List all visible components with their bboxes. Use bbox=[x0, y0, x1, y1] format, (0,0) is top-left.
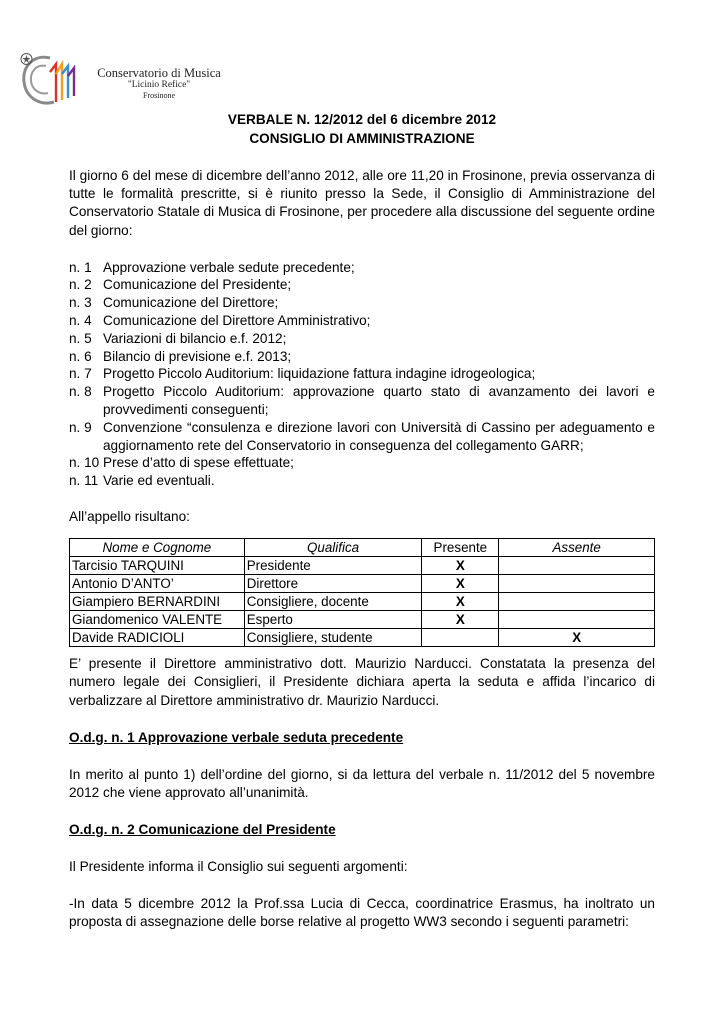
table-row bbox=[70, 592, 655, 610]
conservatorio-logo bbox=[20, 44, 221, 110]
table-row bbox=[70, 628, 655, 646]
agenda-item bbox=[69, 312, 655, 330]
logo-city: Frosinone bbox=[143, 91, 175, 101]
odg2-intro: Il Presidente informa il Consiglio sui seguenti argomenti: bbox=[69, 858, 408, 874]
absent-mark bbox=[499, 592, 655, 610]
table-header-row bbox=[70, 538, 655, 556]
absent-mark bbox=[499, 574, 655, 592]
logo-name: Conservatorio di Musica bbox=[97, 66, 221, 80]
agenda-number: n. 3 bbox=[69, 295, 92, 311]
absent-mark bbox=[499, 556, 655, 574]
agenda-item bbox=[69, 383, 655, 419]
agenda-item bbox=[69, 365, 655, 383]
member-name: Davide RADICIOLI bbox=[70, 628, 245, 646]
attendance-table bbox=[69, 538, 655, 647]
agenda-text: Varie ed eventuali. bbox=[103, 473, 215, 489]
agenda-list bbox=[69, 259, 655, 490]
odg1-paragraph: In merito al punto 1) dell’ordine del giorno, si da lettura del verbale n. 11/2012 del 5 novembre 2012 che viene approvato all’unanimità. bbox=[69, 766, 655, 801]
member-role: Presidente bbox=[244, 556, 422, 574]
agenda-text: Comunicazione del Direttore Amministrativo; bbox=[103, 313, 371, 329]
agenda-item bbox=[69, 472, 655, 490]
agenda-text: Comunicazione del Direttore; bbox=[103, 295, 279, 311]
agenda-number: n. 11 bbox=[69, 473, 99, 489]
table-row bbox=[70, 610, 655, 628]
agenda-item bbox=[69, 348, 655, 366]
member-role: Esperto bbox=[244, 610, 422, 628]
absent-mark bbox=[499, 610, 655, 628]
intro-paragraph: Il giorno 6 del mese di dicembre dell’anno 2012, alle ore 11,20 in Frosinone, previa osservanza di tutte le formalità prescritte, si è riunito presso la Sede, il Consiglio di Amministrazione del Conservatorio Statale di Musica di Frosinone, per procedere alla discussione del seguente ordine del giorno: bbox=[69, 167, 655, 238]
present-mark: X bbox=[422, 574, 499, 592]
agenda-text: Convenzione “consulenza e direzione lavori con Università di Cassino per adeguamento e aggiornamento rete del Conservatorio in conseguenza del collegamento GARR; bbox=[103, 419, 655, 453]
agenda-number: n. 4 bbox=[69, 313, 92, 329]
republic-emblem-icon bbox=[20, 52, 33, 66]
agenda-text: Comunicazione del Presidente; bbox=[103, 277, 292, 293]
document-subtitle: CONSIGLIO DI AMMINISTRAZIONE bbox=[249, 130, 475, 146]
logo-subtitle: "Licinio Refice" bbox=[127, 80, 191, 91]
document-body bbox=[69, 111, 655, 932]
member-name: Giampiero BERNARDINI bbox=[70, 592, 245, 610]
agenda-number: n. 5 bbox=[69, 330, 92, 346]
odg1-heading: O.d.g. n. 1 Approvazione verbale seduta precedente bbox=[69, 729, 404, 745]
agenda-item bbox=[69, 276, 655, 294]
agenda-number: n. 8 bbox=[69, 384, 92, 400]
presence-paragraph: E’ presente il Direttore amministrativo dott. Maurizio Narducci. Constatata la presenza del numero legale dei Consiglieri, il Presidente dichiara aperta la seduta e affida l’incarico di verbalizzare al Direttore amministrativo dr. Maurizio Narducci. bbox=[69, 655, 655, 708]
agenda-text: Approvazione verbale sedute precedente; bbox=[103, 259, 355, 275]
table-row bbox=[70, 556, 655, 574]
agenda-item bbox=[69, 419, 655, 455]
agenda-text: Progetto Piccolo Auditorium: liquidazione fattura indagine idrogeologica; bbox=[103, 366, 536, 382]
agenda-text: Variazioni di bilancio e.f. 2012; bbox=[103, 330, 287, 346]
column-header-role: Qualifica bbox=[244, 538, 422, 556]
agenda-text: Progetto Piccolo Auditorium: approvazione quarto stato di avanzamento dei lavori e provvedimenti conseguenti; bbox=[103, 384, 655, 417]
member-role: Consigliere, studente bbox=[244, 628, 422, 646]
member-name: Antonio D’ANTO’ bbox=[70, 574, 245, 592]
agenda-number: n. 1 bbox=[69, 259, 92, 275]
agenda-number: n. 10 bbox=[69, 455, 100, 471]
agenda-item bbox=[69, 330, 655, 348]
present-mark: X bbox=[422, 592, 499, 610]
column-header-absent: Assente bbox=[499, 538, 655, 556]
member-role: Direttore bbox=[244, 574, 422, 592]
member-name: Tarcisio TARQUINI bbox=[70, 556, 245, 574]
absent-mark: X bbox=[499, 628, 655, 646]
agenda-item bbox=[69, 294, 655, 312]
present-mark: X bbox=[422, 610, 499, 628]
table-row bbox=[70, 574, 655, 592]
agenda-number: n. 7 bbox=[69, 366, 92, 382]
agenda-number: n. 9 bbox=[69, 419, 92, 435]
agenda-text: Bilancio di previsione e.f. 2013; bbox=[103, 348, 292, 364]
agenda-item bbox=[69, 454, 655, 472]
member-name: Giandomenico VALENTE bbox=[70, 610, 245, 628]
column-header-present: Presente bbox=[422, 538, 499, 556]
odg2-item: -In data 5 dicembre 2012 la Prof.ssa Lucia di Cecca, coordinatrice Erasmus, ha inoltrato un proposta di assegnazione delle borse relative al progetto WW3 secondo i seguenti parametri: bbox=[69, 895, 655, 930]
column-header-name: Nome e Cognome bbox=[70, 538, 245, 556]
member-role: Consigliere, docente bbox=[244, 592, 422, 610]
agenda-number: n. 2 bbox=[69, 277, 92, 293]
present-mark bbox=[422, 628, 499, 646]
appello-text: All’appello risultano: bbox=[69, 509, 190, 525]
document-title: VERBALE N. 12/2012 del 6 dicembre 2012 bbox=[227, 112, 497, 127]
agenda-text: Prese d’atto di spese effettuate; bbox=[103, 455, 294, 471]
agenda-number: n. 6 bbox=[69, 348, 92, 364]
odg2-heading: O.d.g. n. 2 Comunicazione del Presidente bbox=[69, 821, 336, 837]
present-mark: X bbox=[422, 556, 499, 574]
agenda-item bbox=[69, 259, 655, 277]
